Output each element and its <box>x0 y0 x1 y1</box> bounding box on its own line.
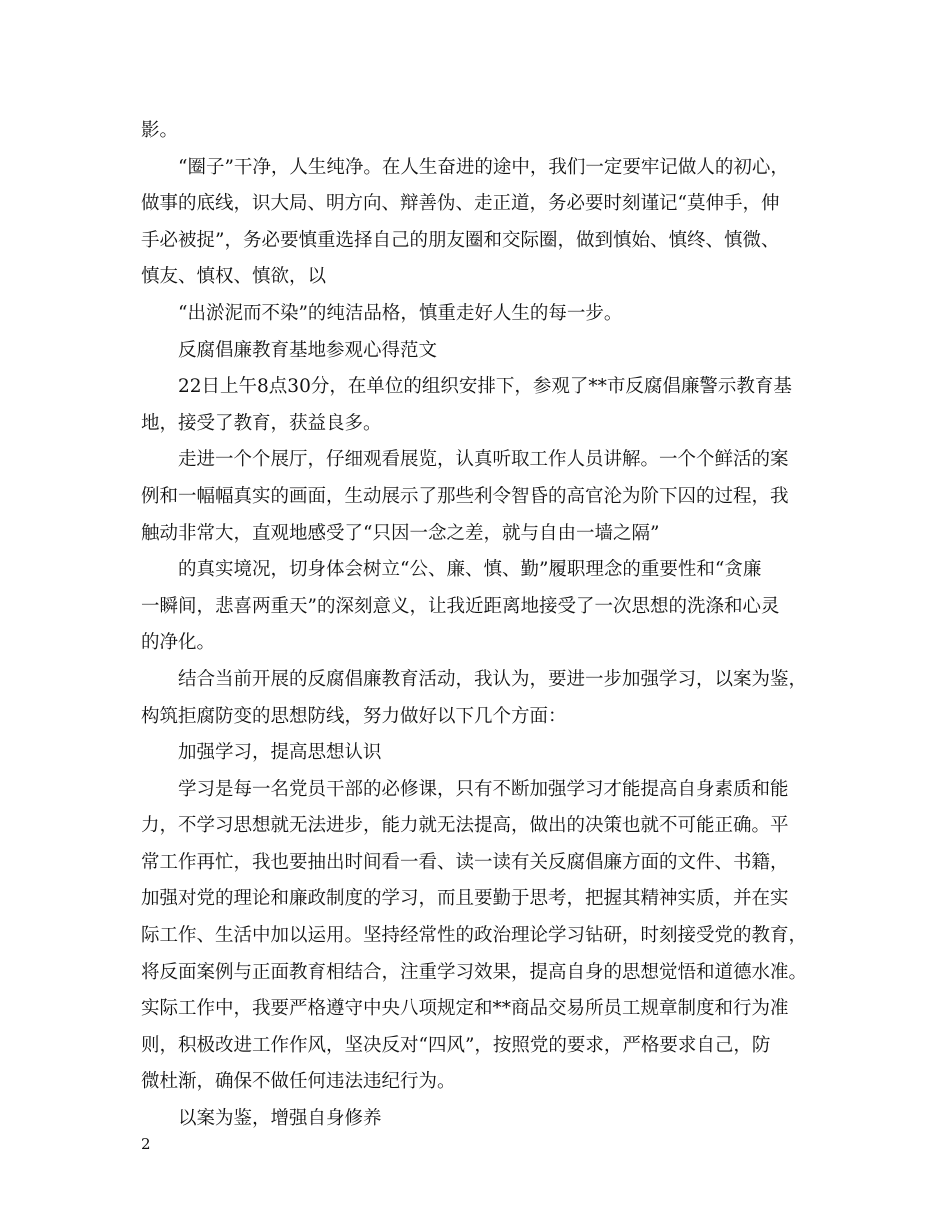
text-line: 反腐倡廉教育基地参观心得范文 <box>178 339 438 361</box>
text-line: 以案为鉴，增强自身修养 <box>178 1108 382 1130</box>
text-line: 手必被捉”，务必要慎重选择自己的朋友圈和交际圈，做到慎始、慎终、慎微、 <box>141 229 780 251</box>
text-line: 将反面案例与正面教育相结合，注重学习效果，提高自身的思想觉悟和道德水准。 <box>141 961 808 983</box>
text-line: 地，接受了教育，获益良多。 <box>141 412 382 434</box>
text-line: 触动非常大，直观地感受了“只因一念之差，就与自由一墙之隔” <box>141 522 660 544</box>
text-line: 加强学习，提高思想认识 <box>178 742 382 764</box>
text-line: 例和一幅幅真实的画面，生动展示了那些利令智昏的高官沦为阶下囚的过程，我 <box>141 485 789 507</box>
text-line: 力，不学习思想就无法进步，能力就无法提高，做出的决策也就不可能正确。平 <box>141 815 789 837</box>
text-line: 实际工作中，我要严格遵守中央八项规定和**商品交易所员工规章制度和行为准 <box>141 998 789 1020</box>
text-line: 加强对党的理论和廉政制度的学习，而且要勤于思考，把握其精神实质，并在实 <box>141 888 789 910</box>
text-line: 构筑拒腐防变的思想防线，努力做好以下几个方面： <box>141 705 567 727</box>
text-line: 微杜渐，确保不做任何违法违纪行为。 <box>141 1071 456 1093</box>
text-line: 走进一个个展厅，仔细观看展览，认真听取工作人员讲解。一个个鲜活的案 <box>178 449 789 471</box>
text-line: 的真实境况，切身体会树立“公、廉、慎、勤”履职理念的重要性和“贪廉 <box>178 559 762 581</box>
text-line: 际工作、生活中加以运用。坚持经常性的政治理论学习钻研，时刻接受党的教育， <box>141 925 808 947</box>
text-line: 学习是每一名党员干部的必修课，只有不断加强学习才能提高自身素质和能 <box>178 778 789 800</box>
text-line: 结合当前开展的反腐倡廉教育活动，我认为，要进一步加强学习，以案为鉴， <box>178 668 808 690</box>
text-line: 常工作再忙，我也要抽出时间看一看、读一读有关反腐倡廉方面的文件、书籍， <box>141 851 789 873</box>
text-line: 做事的底线，识大局、明方向、辩善伪、走正道，务必要时刻谨记“莫伸手，伸 <box>141 193 780 215</box>
page-number: 2 <box>141 1135 151 1153</box>
text-line: 影。 <box>141 120 179 141</box>
text-line: 慎友、慎权、慎欲，以 <box>141 266 327 288</box>
text-line: “圈子”干净，人生纯净。在人生奋进的途中，我们一定要牢记做人的初心， <box>178 156 789 178</box>
text-line: “出淤泥而不染”的纯洁品格，慎重走好人生的每一步。 <box>178 302 623 324</box>
text-line: 22日上午8点30分，在单位的组织安排下，参观了**市反腐倡廉警示教育基 <box>178 376 792 398</box>
body-text <box>141 113 809 1138</box>
text-line: 的净化。 <box>141 632 216 654</box>
text-line: 一瞬间，悲喜两重天”的深刻意义，让我近距离地接受了一次思想的洗涤和心灵 <box>141 595 780 617</box>
text-line: 则，积极改进工作作风，坚决反对“四风”，按照党的要求，严格要求自己，防 <box>141 1034 771 1056</box>
